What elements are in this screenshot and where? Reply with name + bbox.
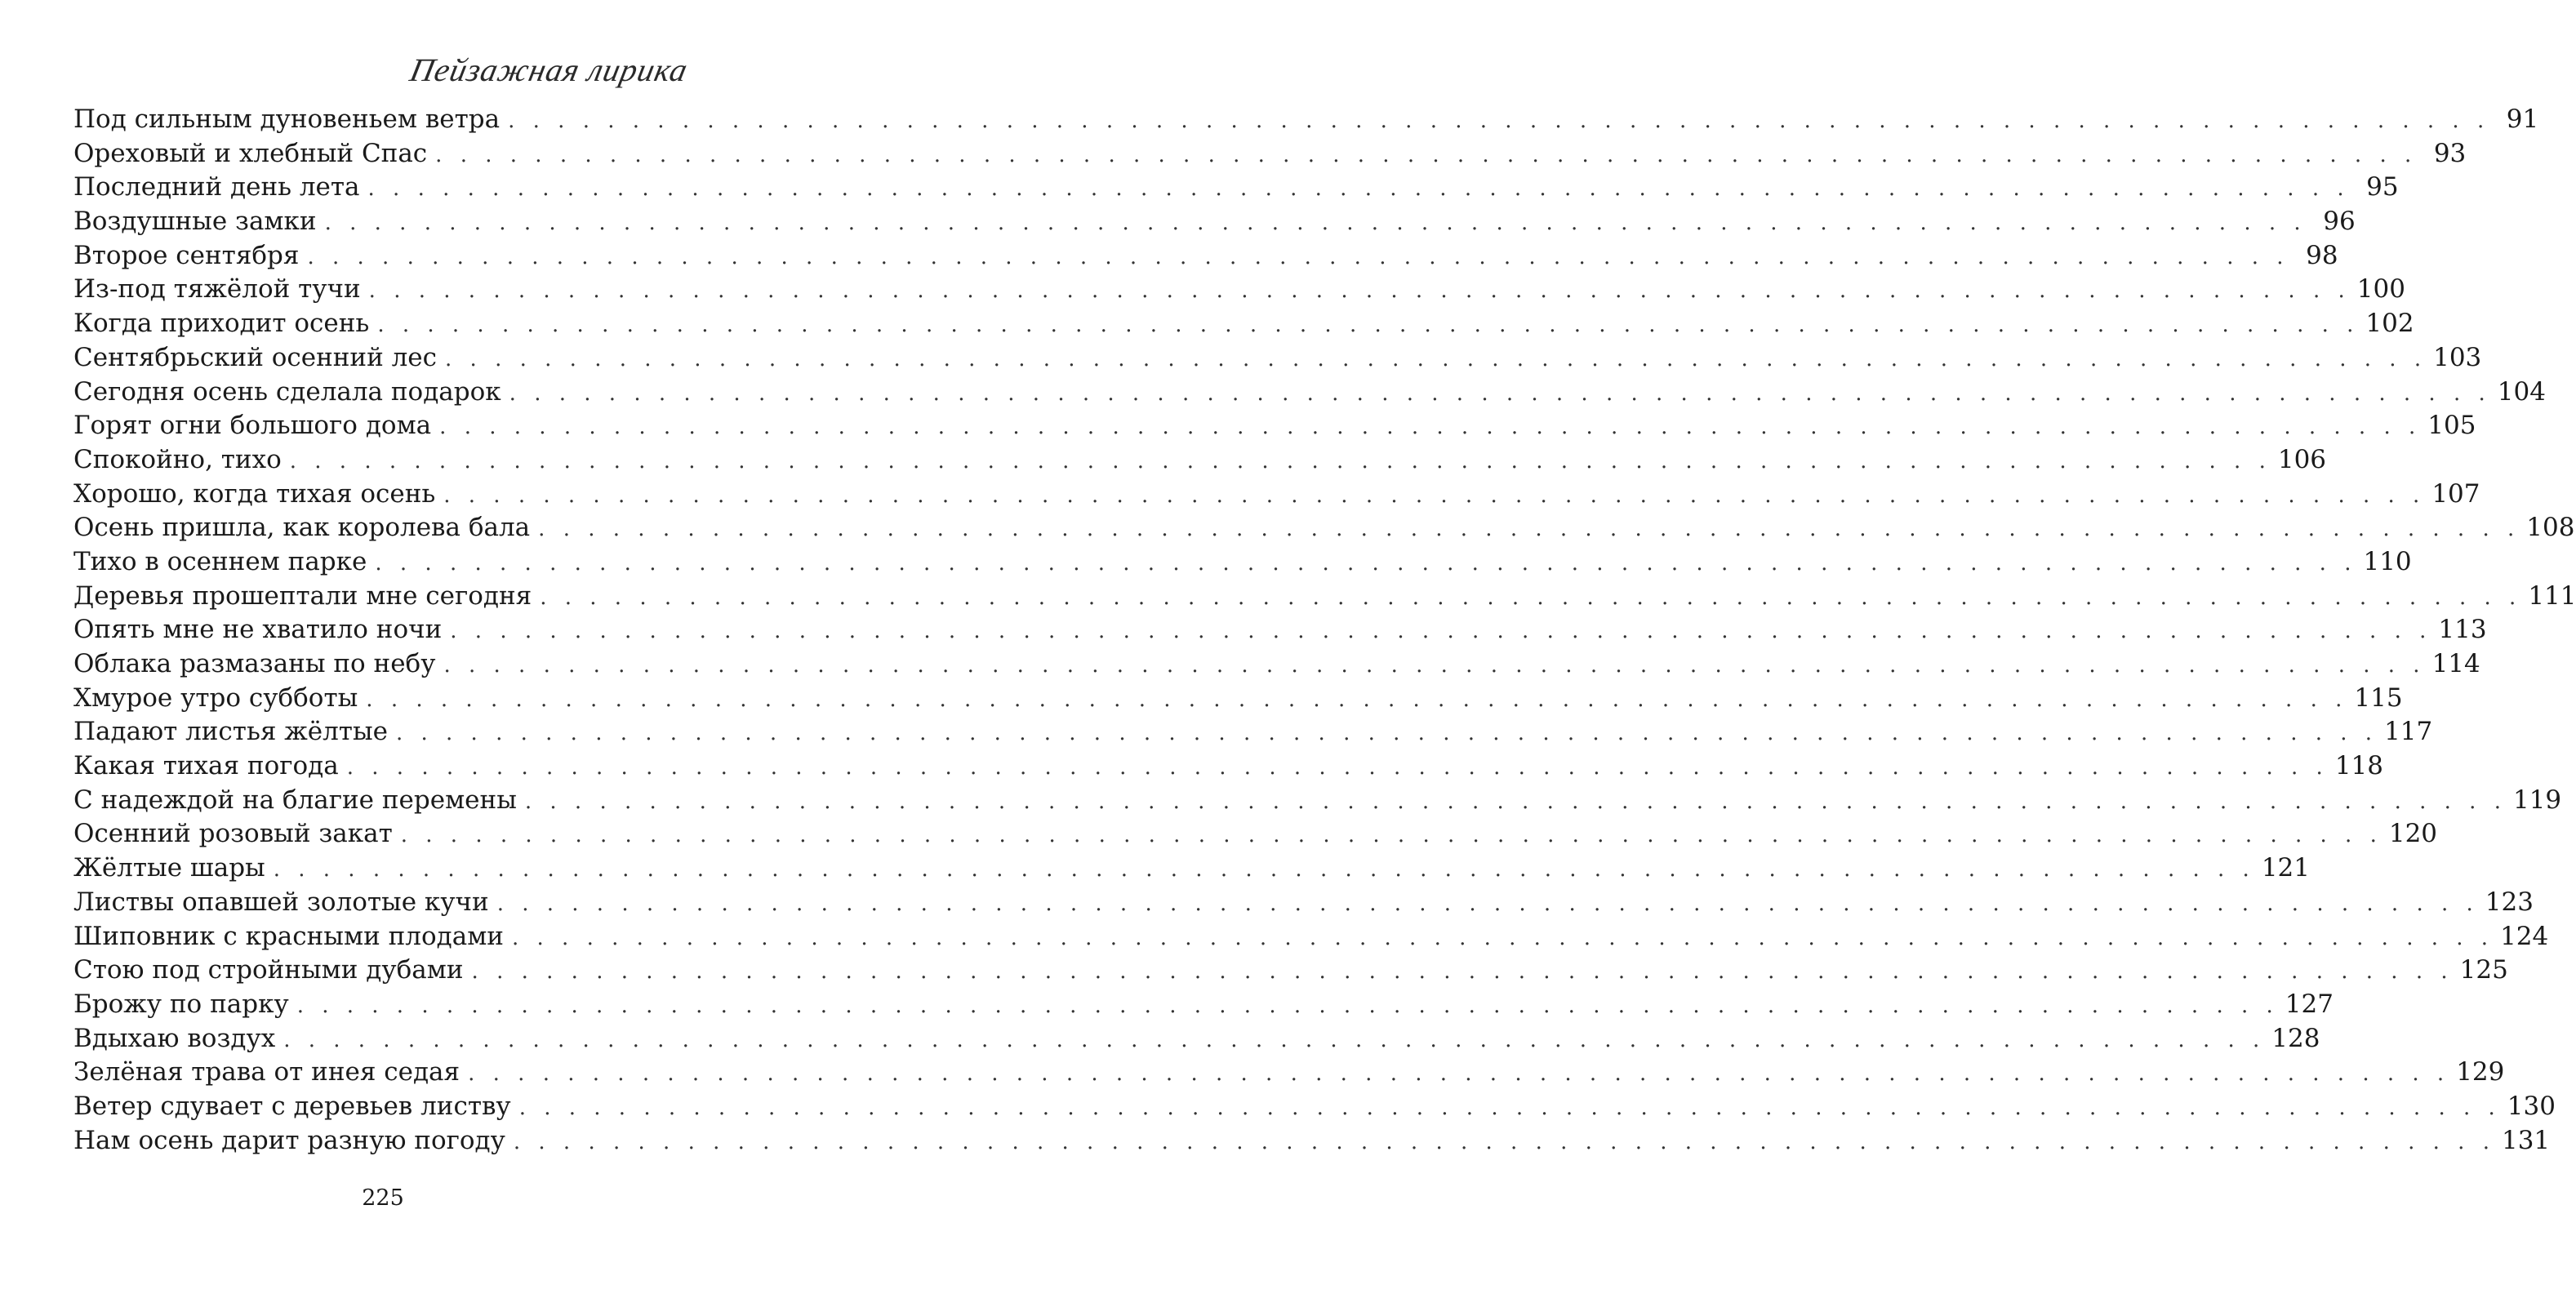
toc-entry-page: 125 [2459, 955, 2508, 985]
toc-entry-page: 105 [2427, 411, 2476, 441]
toc-entry-title: Когда приходит осень [73, 309, 370, 339]
toc-entry [73, 511, 2575, 545]
dot-leader: . . . . . . . . . . . . . . . . . . . . . . . . . . . . . . . . . . . . . . . . . . . . . . . . . . . . . . . . . . . . . . . . . . . . . . . . . . . . . . . . [445, 346, 2427, 371]
dot-leader: . . . . . . . . . . . . . . . . . . . . . . . . . . . . . . . . . . . . . . . . . . . . . . . . . . . . . . . . . . . . . . . . . . . . . . . . . . . . . . . . [296, 993, 2279, 1018]
toc-entry-title: С надеждой на благие перемены [73, 785, 517, 815]
dot-leader: . . . . . . . . . . . . . . . . . . . . . . . . . . . . . . . . . . . . . . . . . . . . . . . . . . . . . . . . . . . . . . . . . . . . . . . . . . . . . . . . [443, 653, 2426, 678]
toc-entry-page: 111 [2528, 580, 2576, 611]
toc-entry-title: Из-под тяжёлой тучи [73, 274, 361, 305]
dot-leader: . . . . . . . . . . . . . . . . . . . . . . . . . . . . . . . . . . . . . . . . . . . . . . . . . . . . . . . . . . . . . . . . . . . . . . . . . . . . . . . . [395, 721, 2378, 746]
toc-entry [73, 478, 2480, 512]
dot-leader: . . . . . . . . . . . . . . . . . . . . . . . . . . . . . . . . . . . . . . . . . . . . . . . . . . . . . . . . . . . . . . . . . . . . . . . . . . . . . . . . [511, 925, 2494, 950]
toc-entry [73, 205, 2356, 239]
toc-entry [73, 580, 2576, 614]
toc-entry-title: Тихо в осеннем парке [73, 546, 367, 576]
toc-entry-title: Стою под стройными дубами [73, 955, 464, 985]
toc-entry [73, 647, 2480, 682]
toc-entry-title: Вдыхаю воздух [73, 1023, 276, 1053]
toc-entry-page: 96 [2323, 207, 2356, 237]
toc-entry [73, 988, 2334, 1022]
toc-entry-page: 120 [2388, 819, 2438, 849]
dot-leader: . . . . . . . . . . . . . . . . . . . . . . . . . . . . . . . . . . . . . . . . . . . . . . . . . . . . . . . . . . . . . . . . . . . . . . . . . . . . . . . . [400, 823, 2382, 848]
toc-entry [73, 239, 2338, 273]
dot-leader: . . . . . . . . . . . . . . . . . . . . . . . . . . . . . . . . . . . . . . . . . . . . . . . . . . . . . . . . . . . . . . . . . . . . . . . . . . . . . . . . [468, 1061, 2450, 1087]
toc-entry-title: Облака размазаны по небу [73, 649, 436, 678]
toc-entry-page: 93 [2433, 138, 2467, 168]
dot-leader: . . . . . . . . . . . . . . . . . . . . . . . . . . . . . . . . . . . . . . . . . . . . . . . . . . . . . . . . . . . . . . . . . . . . . . . . . . . . . . . . [368, 278, 2351, 304]
toc-entry [73, 545, 2412, 580]
toc-entry-title: Деревья прошептали мне сегодня [73, 580, 532, 611]
dot-leader: . . . . . . . . . . . . . . . . . . . . . . . . . . . . . . . . . . . . . . . . . . . . . . . . . . . . . . . . . . . . . . . . . . . . . . . . . . . . . . . . [367, 176, 2350, 202]
running-head: Пейзажная лирика [407, 51, 692, 88]
toc-entry [73, 886, 2534, 920]
dot-leader: . . . . . . . . . . . . . . . . . . . . . . . . . . . . . . . . . . . . . . . . . . . . . . . . . . . . . . . . . . . . . . . . . . . . . . . . . . . . . . . . [509, 380, 2491, 406]
toc-entry-page: 119 [2512, 785, 2562, 815]
toc-entry-title: Осень пришла, как королева бала [73, 513, 531, 543]
table-of-contents [73, 103, 2576, 1158]
dot-leader: . . . . . . . . . . . . . . . . . . . . . . . . . . . . . . . . . . . . . . . . . . . . . . . . . . . . . . . . . . . . . . . . . . . . . . . . . . . . . . . . [508, 109, 2490, 133]
toc-entry-page: 110 [2363, 546, 2412, 576]
toc-entry-title: Последний день лета [73, 172, 360, 202]
toc-entry-page: 95 [2366, 172, 2399, 202]
dot-leader: . . . . . . . . . . . . . . . . . . . . . . . . . . . . . . . . . . . . . . . . . . . . . . . . . . . . . . . . . . . . . . . . . . . . . . . . . . . . . . . . [324, 211, 2307, 236]
toc-entry-title: Осенний розовый закат [73, 819, 393, 849]
dot-leader: . . . . . . . . . . . . . . . . . . . . . . . . . . . . . . . . . . . . . . . . . . . . . . . . . . . . . . . . . . . . . . . . . . . . . . . . . . . . . . . . [538, 517, 2520, 542]
toc-entry [73, 376, 2546, 410]
toc-entry [73, 920, 2549, 954]
toc-entry [73, 273, 2405, 307]
toc-entry-title: Опять мне не хватило ночи [73, 615, 443, 645]
dot-leader: . . . . . . . . . . . . . . . . . . . . . . . . . . . . . . . . . . . . . . . . . . . . . . . . . . . . . . . . . . . . . . . . . . . . . . . . . . . . . . . . [307, 244, 2289, 269]
toc-entry [73, 613, 2487, 647]
toc-entry-title: Хорошо, когда тихая осень [73, 478, 436, 509]
toc-entry [73, 409, 2476, 443]
toc-entry-title: Под сильным дуновеньем ветра [73, 104, 501, 134]
toc-entry [73, 307, 2414, 341]
toc-entry [73, 784, 2562, 818]
toc-entry [73, 954, 2508, 988]
toc-entry [73, 1090, 2556, 1124]
dot-leader: . . . . . . . . . . . . . . . . . . . . . . . . . . . . . . . . . . . . . . . . . . . . . . . . . . . . . . . . . . . . . . . . . . . . . . . . . . . . . . . . [435, 142, 2418, 167]
toc-entry-title: Ветер сдувает с деревьев листву [73, 1091, 511, 1121]
toc-entry-page: 102 [2365, 309, 2414, 339]
toc-entry [73, 443, 2327, 478]
toc-entry-page: 113 [2438, 615, 2487, 645]
toc-entry-title: Воздушные замки [73, 207, 317, 237]
toc-entry [73, 715, 2433, 749]
toc-entry-page: 106 [2277, 444, 2327, 474]
toc-entry [73, 103, 2539, 137]
toc-entry-page: 117 [2384, 717, 2433, 747]
toc-entry-page: 123 [2485, 887, 2534, 917]
dot-leader: . . . . . . . . . . . . . . . . . . . . . . . . . . . . . . . . . . . . . . . . . . . . . . . . . . . . . . . . . . . . . . . . . . . . . . . . . . . . . . . . [283, 1027, 2266, 1052]
page-number: 225 [362, 1185, 404, 1211]
dot-leader: . . . . . . . . . . . . . . . . . . . . . . . . . . . . . . . . . . . . . . . . . . . . . . . . . . . . . . . . . . . . . . . . . . . . . . . . . . . . . . . . [346, 755, 2329, 780]
toc-entry [73, 682, 2403, 716]
toc-entry-page: 104 [2497, 376, 2546, 407]
toc-entry-page: 108 [2526, 513, 2575, 543]
toc-entry-page: 121 [2261, 853, 2310, 883]
toc-entry [73, 817, 2438, 852]
dot-leader: . . . . . . . . . . . . . . . . . . . . . . . . . . . . . . . . . . . . . . . . . . . . . . . . . . . . . . . . . . . . . . . . . . . . . . . . . . . . . . . . [540, 585, 2522, 610]
toc-entry [73, 341, 2482, 376]
toc-entry [73, 171, 2399, 205]
dot-leader: . . . . . . . . . . . . . . . . . . . . . . . . . . . . . . . . . . . . . . . . . . . . . . . . . . . . . . . . . . . . . . . . . . . . . . . . . . . . . . . . [513, 1129, 2495, 1154]
toc-entry-page: 130 [2507, 1091, 2556, 1121]
toc-entry-page: 100 [2356, 274, 2405, 305]
toc-entry-page: 107 [2431, 478, 2480, 509]
toc-entry-title: Ореховый и хлебный Спас [73, 138, 428, 168]
toc-entry-page: 131 [2501, 1125, 2551, 1155]
toc-entry [73, 137, 2467, 171]
dot-leader: . . . . . . . . . . . . . . . . . . . . . . . . . . . . . . . . . . . . . . . . . . . . . . . . . . . . . . . . . . . . . . . . . . . . . . . . . . . . . . . . [377, 313, 2360, 338]
toc-entry-title: Хмурое утро субботы [73, 683, 358, 713]
toc-entry-title: Шиповник с красными плодами [73, 921, 504, 951]
toc-entry-title: Брожу по парку [73, 989, 289, 1019]
toc-entry-title: Зелёная трава от инея седая [73, 1057, 460, 1087]
dot-leader: . . . . . . . . . . . . . . . . . . . . . . . . . . . . . . . . . . . . . . . . . . . . . . . . . . . . . . . . . . . . . . . . . . . . . . . . . . . . . . . . [375, 550, 2357, 576]
toc-entry [73, 852, 2310, 886]
toc-entry-title: Второе сентября [73, 240, 300, 270]
dot-leader: . . . . . . . . . . . . . . . . . . . . . . . . . . . . . . . . . . . . . . . . . . . . . . . . . . . . . . . . . . . . . . . . . . . . . . . . . . . . . . . . [366, 687, 2348, 712]
toc-entry-page: 124 [2500, 921, 2549, 951]
toc-entry [73, 1022, 2320, 1056]
toc-entry-page: 128 [2271, 1023, 2320, 1053]
dot-leader: . . . . . . . . . . . . . . . . . . . . . . . . . . . . . . . . . . . . . . . . . . . . . . . . . . . . . . . . . . . . . . . . . . . . . . . . . . . . . . . . [443, 482, 2426, 508]
toc-entry-page: 118 [2334, 751, 2383, 781]
dot-leader: . . . . . . . . . . . . . . . . . . . . . . . . . . . . . . . . . . . . . . . . . . . . . . . . . . . . . . . . . . . . . . . . . . . . . . . . . . . . . . . . [496, 891, 2479, 916]
toc-entry [73, 1124, 2551, 1158]
toc-entry-title: Нам осень дарит разную погоду [73, 1125, 505, 1155]
toc-entry-title: Сегодня осень сделала подарок [73, 376, 501, 407]
toc-entry-page: 115 [2354, 683, 2403, 713]
toc-entry-title: Спокойно, тихо [73, 444, 282, 474]
toc-entry-title: Горят огни большого дома [73, 411, 432, 441]
toc-entry-page: 129 [2456, 1057, 2505, 1087]
dot-leader: . . . . . . . . . . . . . . . . . . . . . . . . . . . . . . . . . . . . . . . . . . . . . . . . . . . . . . . . . . . . . . . . . . . . . . . . . . . . . . . . [471, 959, 2454, 985]
toc-entry-title: Сентябрьский осенний лес [73, 342, 438, 372]
toc-entry-title: Какая тихая погода [73, 751, 339, 781]
toc-entry [73, 749, 2383, 784]
toc-entry-page: 114 [2431, 649, 2480, 678]
toc-entry-page: 103 [2433, 342, 2482, 372]
toc-entry [73, 1056, 2505, 1090]
dot-leader: . . . . . . . . . . . . . . . . . . . . . . . . . . . . . . . . . . . . . . . . . . . . . . . . . . . . . . . . . . . . . . . . . . . . . . . . . . . . . . . . [439, 415, 2422, 440]
dot-leader: . . . . . . . . . . . . . . . . . . . . . . . . . . . . . . . . . . . . . . . . . . . . . . . . . . . . . . . . . . . . . . . . . . . . . . . . . . . . . . . . [450, 619, 2432, 644]
dot-leader: . . . . . . . . . . . . . . . . . . . . . . . . . . . . . . . . . . . . . . . . . . . . . . . . . . . . . . . . . . . . . . . . . . . . . . . . . . . . . . . . [524, 789, 2507, 814]
toc-entry-page: 127 [2285, 989, 2334, 1019]
toc-entry-title: Листвы опавшей золотые кучи [73, 887, 489, 917]
dot-leader: . . . . . . . . . . . . . . . . . . . . . . . . . . . . . . . . . . . . . . . . . . . . . . . . . . . . . . . . . . . . . . . . . . . . . . . . . . . . . . . . [273, 857, 2255, 883]
toc-entry-title: Жёлтые шары [73, 853, 265, 883]
dot-leader: . . . . . . . . . . . . . . . . . . . . . . . . . . . . . . . . . . . . . . . . . . . . . . . . . . . . . . . . . . . . . . . . . . . . . . . . . . . . . . . . [289, 448, 2271, 474]
dot-leader: . . . . . . . . . . . . . . . . . . . . . . . . . . . . . . . . . . . . . . . . . . . . . . . . . . . . . . . . . . . . . . . . . . . . . . . . . . . . . . . . [518, 1095, 2501, 1120]
toc-entry-page: 98 [2306, 240, 2338, 270]
toc-entry-page: 91 [2506, 104, 2539, 134]
toc-entry-title: Падают листья жёлтые [73, 717, 388, 747]
